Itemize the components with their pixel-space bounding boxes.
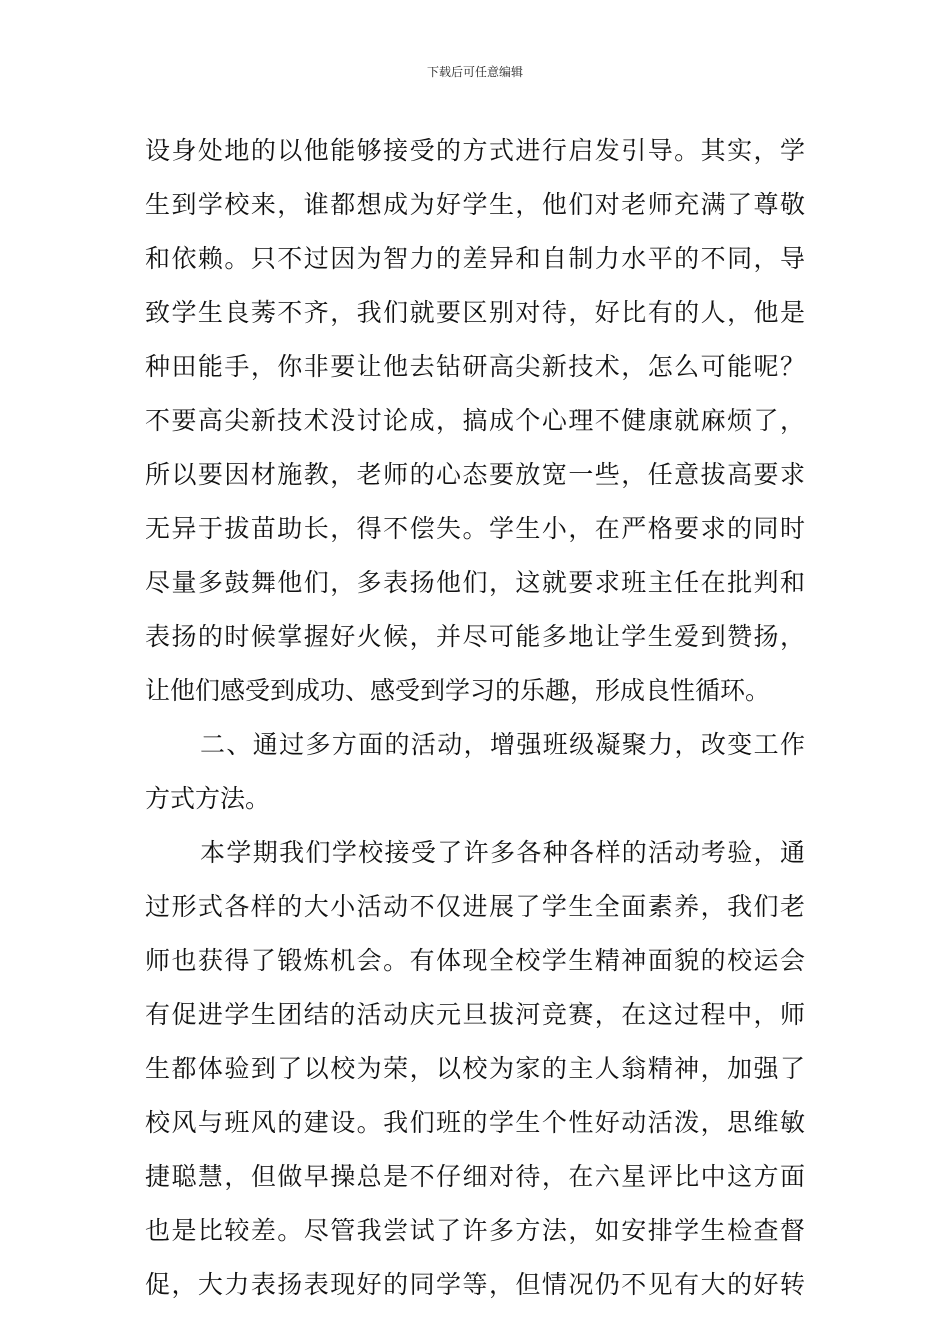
text-line-18: 生都体验到了以校为荣，以校为家的主人翁精神，加强了 (145, 1054, 805, 1083)
text-line-1: 设身处地的以他能够接受的方式进行启发引导。其实，学 (145, 136, 805, 165)
text-line-17: 有促进学生团结的活动庆元旦拔河竞赛，在这过程中，师 (145, 1000, 805, 1029)
text-line-6: 不要高尖新技术没讨论成，搞成个心理不健康就麻烦了， (145, 406, 805, 435)
text-line-9: 尽量多鼓舞他们，多表扬他们，这就要求班主任在批判和 (145, 568, 805, 597)
text-line-2: 生到学校来，谁都想成为好学生，他们对老师充满了尊敬 (145, 190, 805, 219)
text-line-16: 师也获得了锻炼机会。有体现全校学生精神面貌的校运会 (145, 946, 805, 975)
text-line-8: 无异于拔苗助长，得不偿失。学生小，在严格要求的同时 (145, 514, 805, 543)
document-body (145, 124, 805, 1312)
text-line-14: 本学期我们学校接受了许多各种各样的活动考验，通 (200, 838, 805, 867)
text-line-10: 表扬的时候掌握好火候，并尽可能多地让学生爱到赞扬， (145, 622, 805, 651)
section-heading-line-2: 方式方法。 (145, 784, 271, 813)
text-line-3: 和依赖。只不过因为智力的差异和自制力水平的不同，导 (145, 244, 805, 273)
page-header: 下载后可任意编辑 (426, 65, 523, 79)
text-line-20: 捷聪慧，但做早操总是不仔细对待，在六星评比中这方面 (145, 1162, 805, 1191)
section-heading-line-1: 二、通过多方面的活动，增强班级凝聚力，改变工作 (200, 730, 805, 759)
text-line-22: 促，大力表扬表现好的同学等，但情况仍不见有大的好转 (145, 1270, 805, 1299)
text-line-5: 种田能手，你非要让他去钻研高尖新技术，怎么可能呢？ (145, 352, 805, 381)
text-line-11: 让他们感受到成功、感受到学习的乐趣，形成良性循环。 (145, 676, 771, 705)
text-line-7: 所以要因材施教，老师的心态要放宽一些，任意拔高要求 (145, 460, 805, 489)
text-line-21: 也是比较差。尽管我尝试了许多方法，如安排学生检查督 (145, 1216, 805, 1245)
text-line-4: 致学生良莠不齐，我们就要区别对待，好比有的人，他是 (145, 298, 805, 327)
text-line-19: 校风与班风的建设。我们班的学生个性好动活泼，思维敏 (145, 1108, 805, 1137)
text-line-15: 过形式各样的大小活动不仅进展了学生全面素养，我们老 (145, 892, 805, 921)
